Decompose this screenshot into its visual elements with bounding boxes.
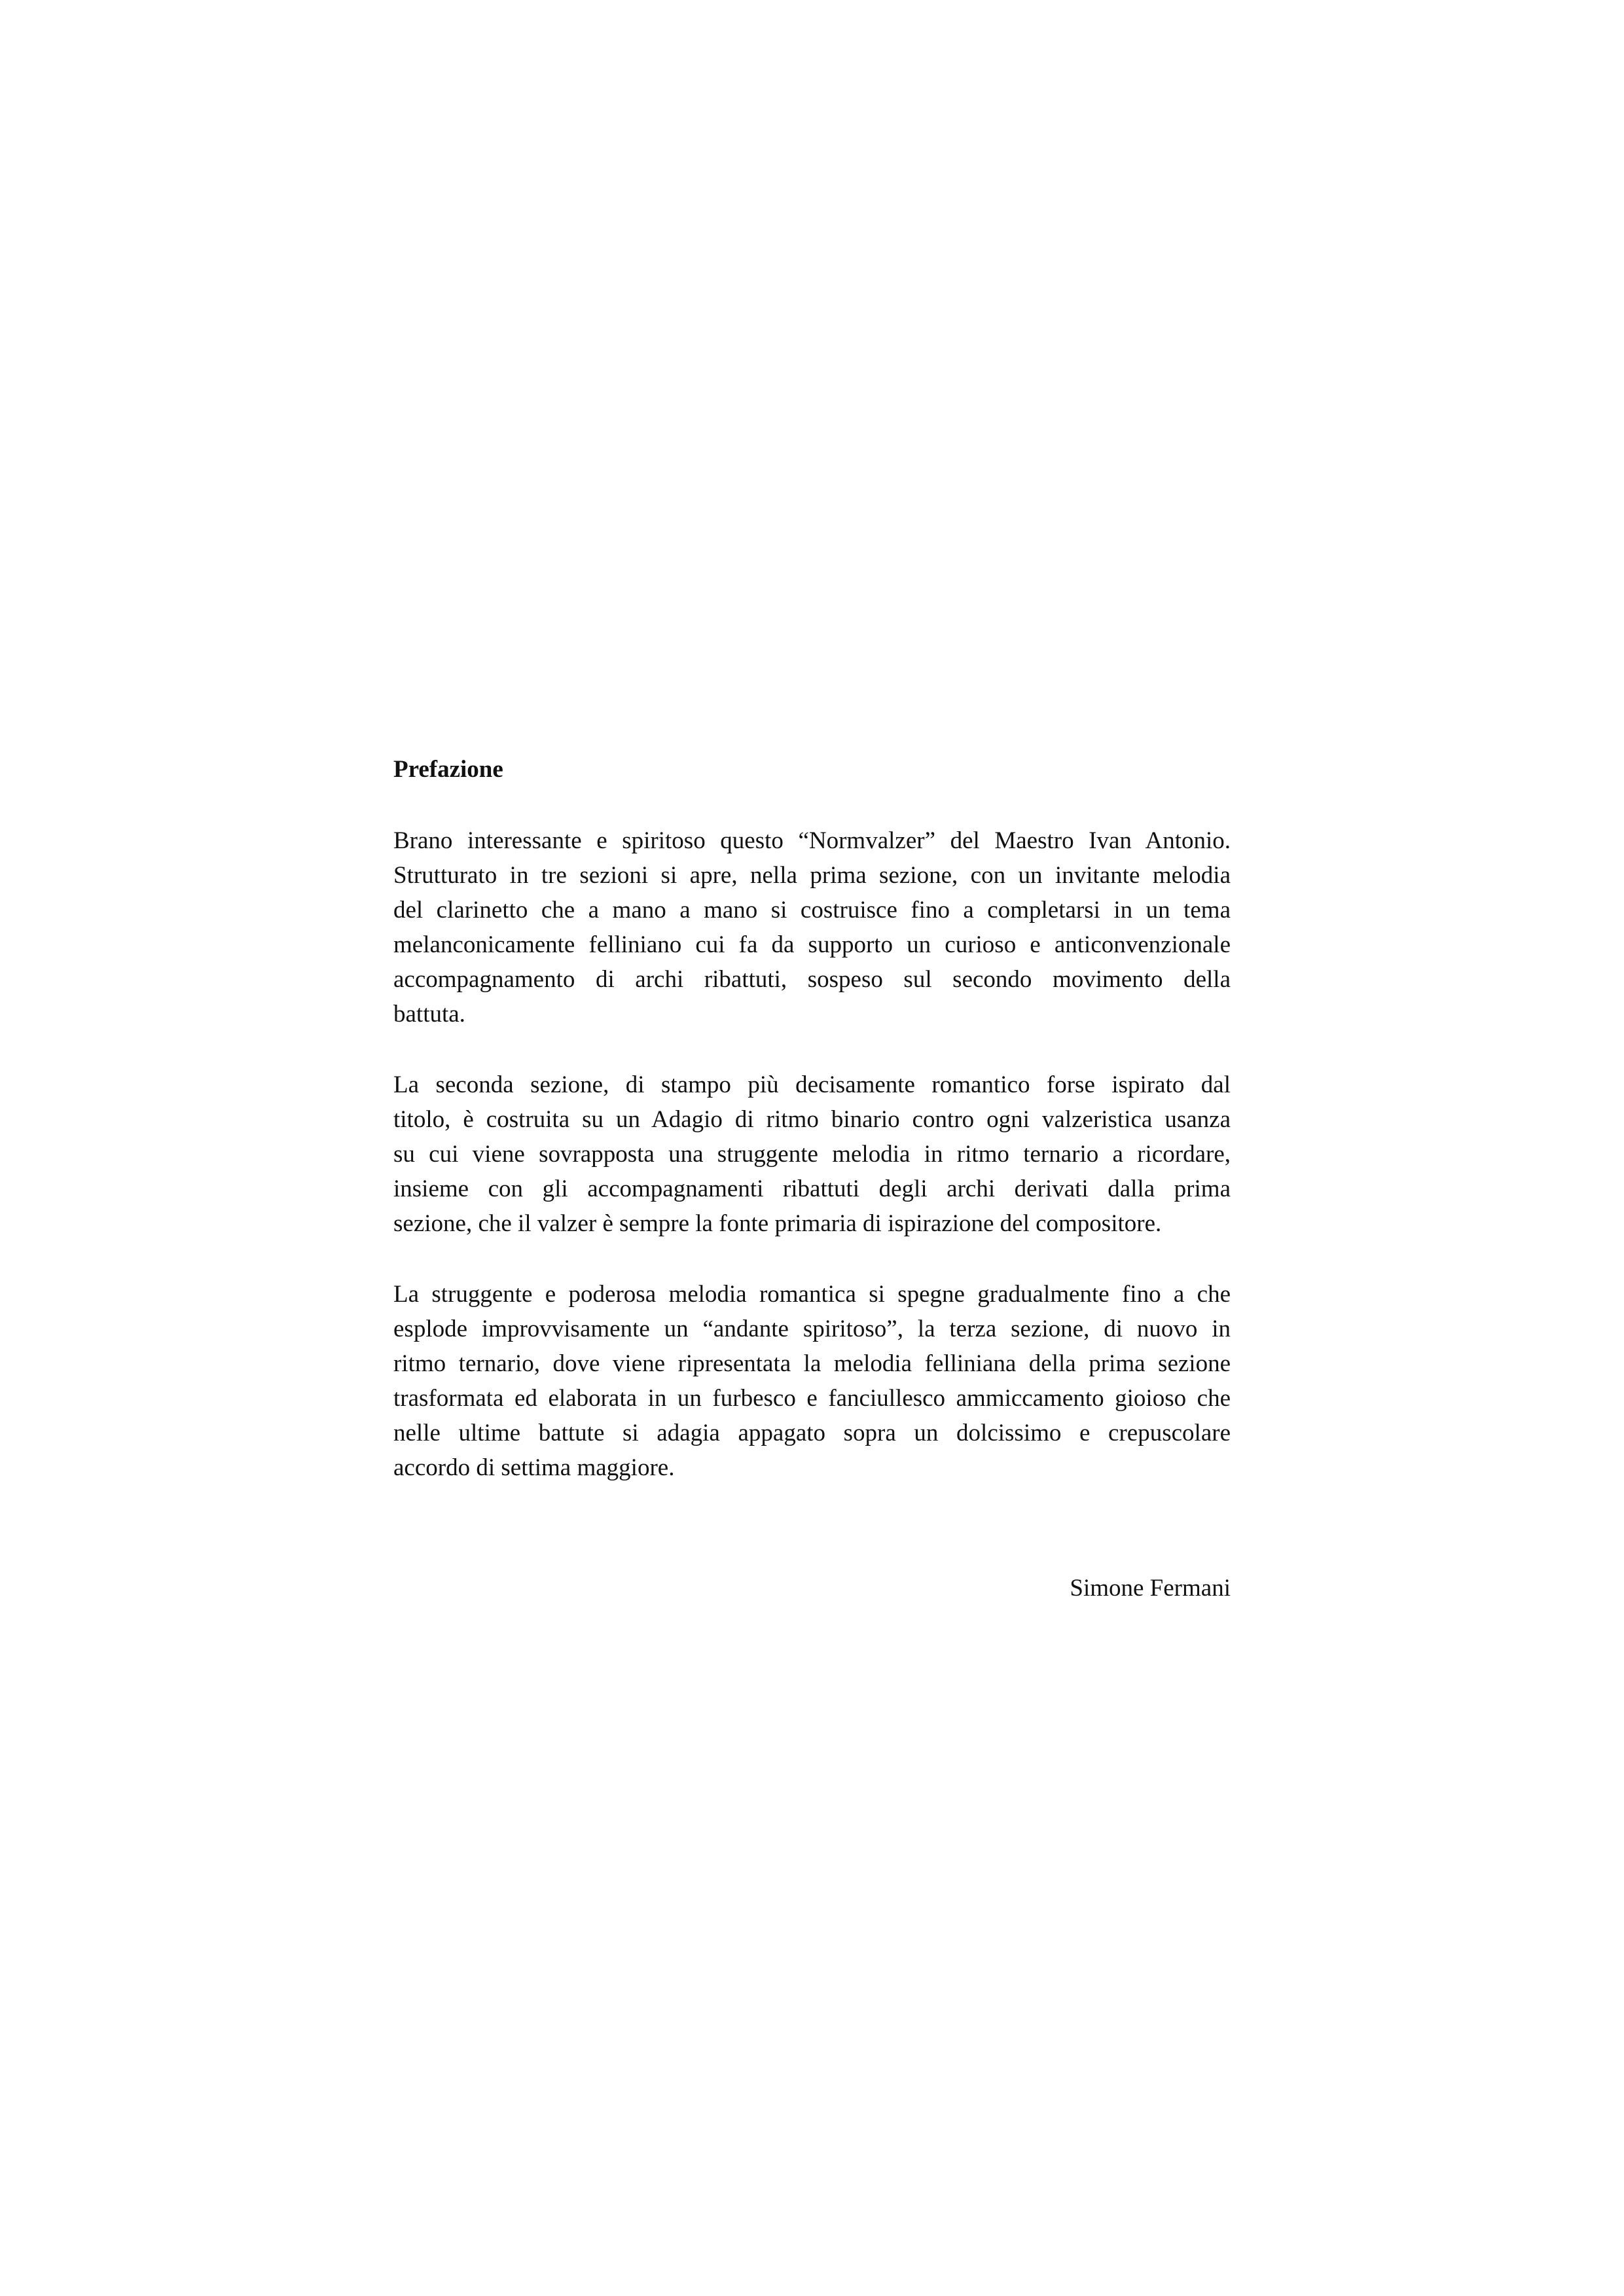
paragraph-line: nelle ultime battute si adagia appagato sopra un dolcissimo e crepuscolare (393, 1420, 1231, 1446)
paragraph-line: insieme con gli accompagnamenti ribattuti degli archi derivati dalla prima (393, 1175, 1231, 1202)
paragraph-1 (393, 823, 1231, 1031)
paragraph-line: sezione, che il valzer è sempre la fonte primaria di ispirazione del compositore. (393, 1210, 1162, 1237)
heading-spacer (393, 785, 1231, 823)
paragraph-line: del clarinetto che a mano a mano si costruisce fino a completarsi in un tema (393, 897, 1231, 924)
paragraph-line: Strutturato in tre sezioni si apre, nella prima sezione, con un invitante melodia (393, 862, 1231, 889)
author-signature: Simone Fermani (1070, 1575, 1231, 1602)
paragraph-line: La seconda sezione, di stampo più decisamente romantico forse ispirato dal (393, 1071, 1231, 1098)
paragraph-line: ritmo ternario, dove viene ripresentata la melodia felliniana della prima sezione (393, 1350, 1231, 1377)
preface-text-column (393, 754, 1231, 1485)
paragraph-spacer (393, 1031, 1231, 1067)
paragraph-2 (393, 1067, 1231, 1241)
paragraph-3 (393, 1277, 1231, 1485)
paragraph-line: melanconicamente felliniano cui fa da supporto un curioso e anticonvenzionale (393, 931, 1231, 958)
paragraph-line: trasformata ed elaborata in un furbesco e fanciullesco ammiccamento gioioso che (393, 1385, 1231, 1412)
paragraph-line: esplode improvvisamente un “andante spiritoso”, la terza sezione, di nuovo in (393, 1316, 1231, 1342)
paragraph-line: battuta. (393, 1001, 465, 1028)
paragraph-line: La struggente e poderosa melodia romantica si spegne gradualmente fino a che (393, 1281, 1231, 1308)
paragraph-line: accompagnamento di archi ribattuti, sospeso sul secondo movimento della (393, 966, 1231, 993)
paragraph-line: titolo, è costruita su un Adagio di ritmo binario contro ogni valzeristica usanza (393, 1106, 1231, 1133)
paragraph-line: accordo di settima maggiore. (393, 1454, 675, 1481)
paragraph-line: Brano interessante e spiritoso questo “Normvalzer” del Maestro Ivan Antonio. (393, 827, 1231, 854)
paragraph-line: su cui viene sovrapposta una struggente melodia in ritmo ternario a ricordare, (393, 1141, 1231, 1168)
preface-heading: Prefazione (393, 756, 503, 783)
paragraph-spacer (393, 1241, 1231, 1277)
